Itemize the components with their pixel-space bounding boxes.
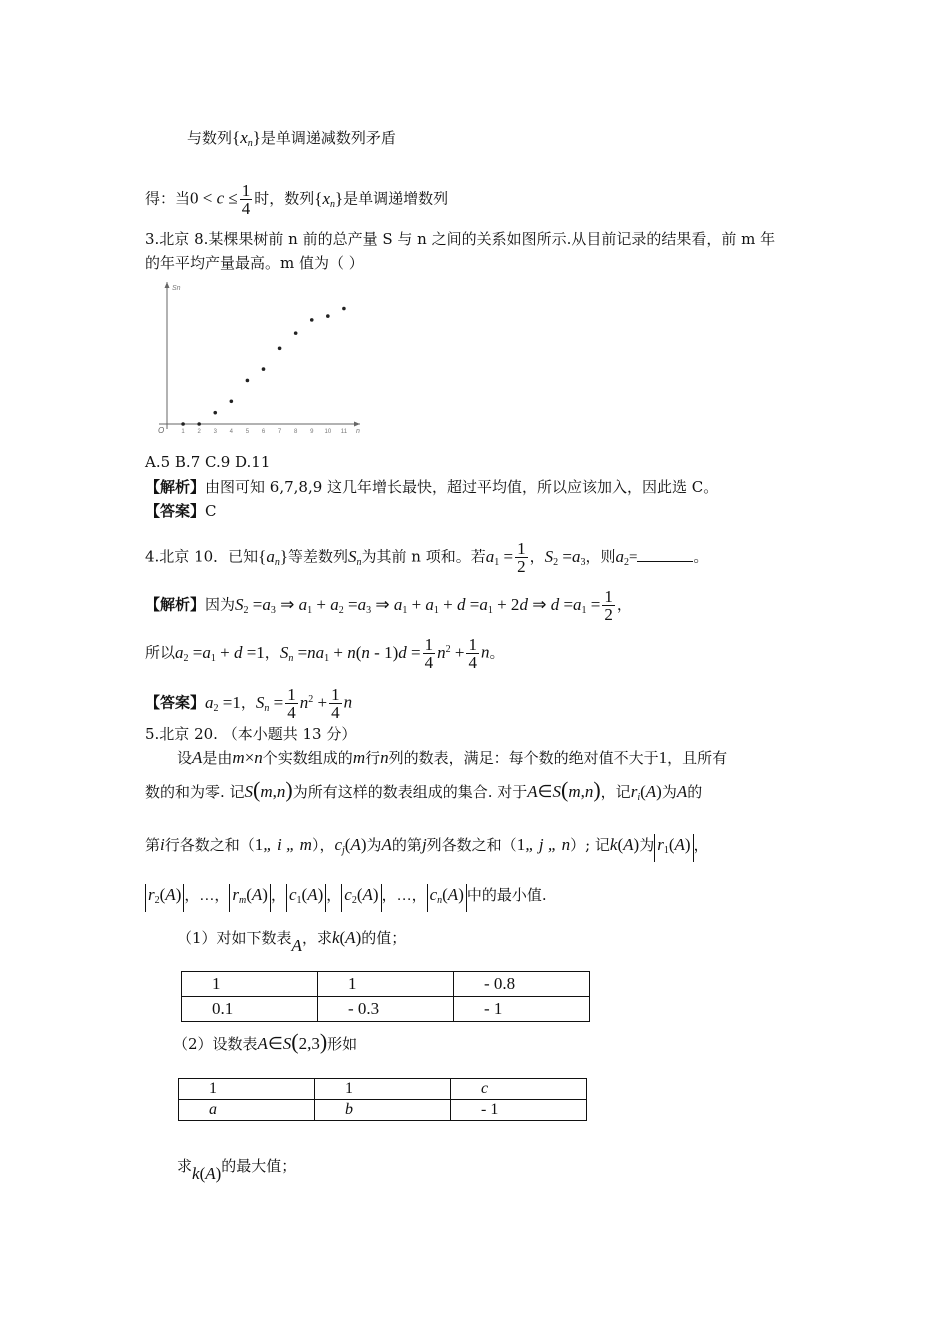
table-cell: c: [451, 1079, 587, 1100]
data-point: [326, 314, 330, 318]
table-row: [182, 972, 590, 997]
data-point: [310, 318, 314, 322]
origin-label: O: [158, 426, 165, 435]
table-cell: 1: [315, 1079, 451, 1100]
table-a2: [178, 1078, 587, 1121]
data-point: [278, 346, 282, 350]
x-tick-label: 5: [245, 429, 250, 435]
y-axis-label: Sn: [172, 285, 181, 292]
x-tick-label: 1: [181, 429, 185, 435]
scatter-chart: [145, 278, 370, 438]
x-tick-label: 2: [197, 429, 201, 435]
x-tick-label: 10: [324, 429, 332, 435]
data-point: [213, 411, 217, 415]
x-tick-label: 9: [310, 429, 314, 435]
q5-para-line-4: $r_2(A)$ ，…， $r_m(A)$ ， $c_1(A)$ ， $c_2(A)$ ，…， $c_n(A)$ 中的最小值.: [145, 884, 547, 912]
x-tick-label: 6: [261, 429, 266, 435]
q4-answer-line: 【答案】$a_2 =1$，$S_n$ = $\frac{1}{4}$ $n^2$ + $\frac{1}{4}$ n: [145, 685, 353, 722]
x-tick-label: 7: [277, 429, 282, 435]
q4-analysis-line: 【解析】因为$S_2 =a_3$ ⇒ $a_1 + a_2 =a_3$ ⇒ $a_1 + a_1 + d =a_1 + 2d$ ⇒ $d =a_1$ = $\frac{1}{2}$ ，: [145, 587, 632, 624]
table-cell: - 0.8: [454, 972, 590, 997]
data-point: [342, 307, 346, 311]
table-row: [179, 1100, 587, 1121]
q4-derivation-line: 所以$a_2 =a_1 + d =1$，$S_n =na_1 + n(n - 1)d$ = $\frac{1}{4}$ $n^2$ + $\frac{1}{4}$ n。: [145, 635, 505, 672]
x-tick-label: 8: [293, 429, 298, 435]
q5-heading: 5.北京 20. （本小题共 13 分）: [145, 725, 357, 743]
table-cell: - 1: [454, 997, 590, 1022]
x-axis-arrow: [354, 422, 360, 427]
x-tick-label: 4: [229, 429, 234, 435]
data-point: [181, 422, 185, 426]
answer-blank[interactable]: [637, 547, 693, 562]
data-point: [262, 367, 266, 371]
q3-line-1: 3.北京 8.某棵果树前 n 前的总产量 S 与 n 之间的关系如图所示.从目前记录的结果看，前 m 年: [145, 230, 776, 248]
table-cell: 1: [179, 1079, 315, 1100]
q5-para-line-3: 第i行各数之和（1„ i „ m），$c_j(A)$为A的第j列各数之和（1„ j „ n）; 记k(A)为 $r_1(A)$ ，: [145, 834, 709, 862]
table-cell: a: [179, 1100, 315, 1121]
x-axis-label: n: [356, 428, 360, 435]
text-line-2: 得：当0 < c ≤ $\frac{1}{4}$ 时，数列$\{x_n\}$是单调递增数列: [145, 181, 449, 218]
q5-para-line-2: 数的和为零. 记S(m,n)为所有这样的数表组成的集合. 对于A∈S(m,n)，记$r_i(A)$为A的: [145, 777, 703, 803]
data-point: [197, 422, 201, 426]
data-point: [294, 331, 298, 335]
q4-line-1: 4.北京 10．已知$\{a_n\}$等差数列$S_n$为其前 n 项和。若$a_1$ = $\frac{1}{2}$ ，$S_2 =a_3$，则$a_2=$ 。: [145, 539, 709, 576]
table-cell: - 0.3: [318, 997, 454, 1022]
table-row: [182, 997, 590, 1022]
q5-sub1: （1）对如下数表A，求k(A)的值；: [177, 928, 407, 955]
table-cell: 1: [318, 972, 454, 997]
table-cell: 0.1: [182, 997, 318, 1022]
q3-options: A.5 B.7 C.9 D.11: [145, 453, 271, 471]
table-a1: [181, 971, 590, 1022]
x-tick-label: 11: [340, 429, 348, 435]
table-cell: b: [315, 1100, 451, 1121]
data-point: [246, 379, 250, 383]
table-cell: 1: [182, 972, 318, 997]
q5-para-line-1: 设A是由m×n个实数组成的m行n列的数表，满足：每个数的绝对值不大于1，且所有: [177, 748, 728, 767]
q3-analysis: 【解析】由图可知 6,7,8,9 这几年增长最快，超过平均值，所以应该加入，因此选 C。: [145, 478, 719, 496]
q5-sub2: （2）设数表A∈S(2,3)形如: [173, 1029, 358, 1054]
q5-sub3: 求k(A)的最大值；: [177, 1157, 297, 1183]
q3-answer: 【答案】C: [145, 502, 217, 520]
y-axis-arrow: [165, 282, 170, 288]
q3-line-2: 的年平均产量最高。m 值为（ ）: [145, 254, 364, 272]
data-point: [230, 399, 234, 403]
x-tick-label: 3: [213, 429, 217, 435]
text-line-1: 与数列$\{x_n\}$是单调递减数列矛盾: [187, 128, 396, 149]
table-cell: - 1: [451, 1100, 587, 1121]
table-row: [179, 1079, 587, 1100]
